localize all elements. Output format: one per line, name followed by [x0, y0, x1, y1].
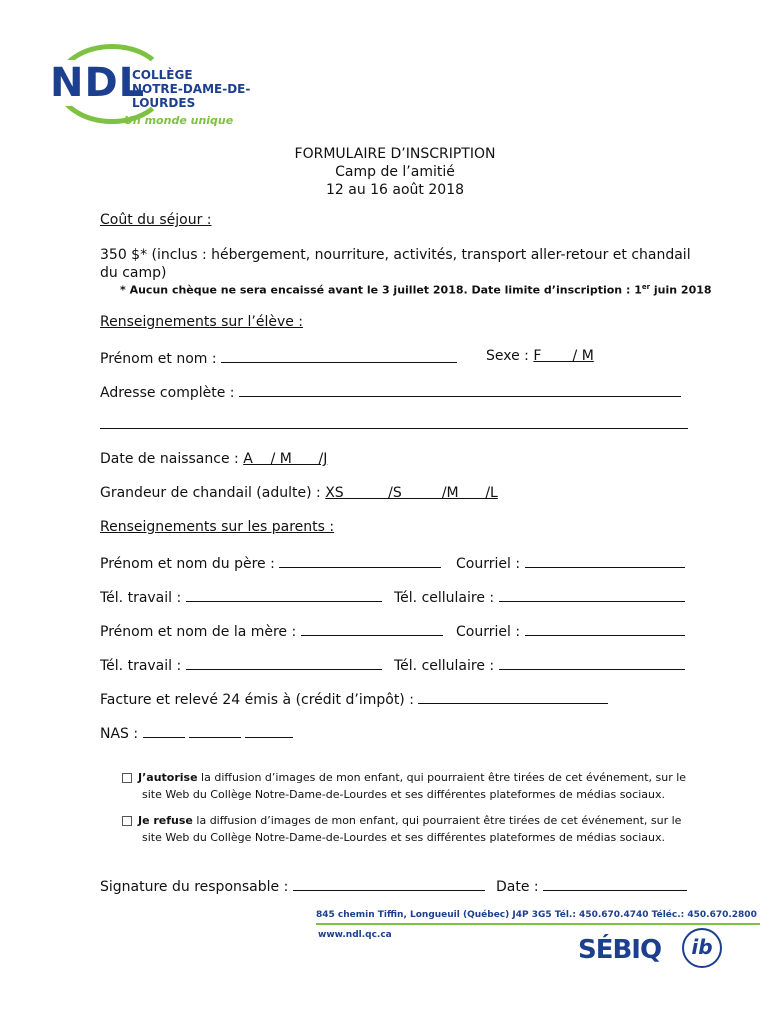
logo-ndl: NDL [50, 60, 146, 106]
mother-name-row: Prénom et nom de la mère : [100, 621, 443, 640]
father-name-field[interactable] [279, 553, 441, 568]
invoice-row: Facture et relevé 24 émis à (crédit d’impôt) : [100, 689, 608, 708]
accept-checkbox[interactable] [122, 773, 132, 783]
student-name-field[interactable] [221, 348, 457, 363]
logo-college-name: COLLÈGE NOTRE-DAME-DE-LOURDES [132, 68, 251, 110]
student-address-row: Adresse complète : [100, 382, 681, 401]
nas-field-2[interactable] [189, 723, 241, 738]
invoice-field[interactable] [418, 689, 608, 704]
mother-work-field[interactable] [186, 655, 382, 670]
consent-refuse: Je refuse la diffusion d’images de mon enfant, qui pourraient être tirées de cet événement, sur le site Web du Collège Notre-Dame-de-Lourdes et ses différentes plateformes de médias sociaux. [122, 812, 681, 846]
form-dates: 12 au 16 août 2018 [325, 182, 465, 198]
student-birth-row: Date de naissance : A / M /J [100, 451, 383, 467]
mother-email-field[interactable] [525, 621, 685, 636]
student-shirt-row: Grandeur de chandail (adulte) : XS /S /M /L [100, 485, 531, 501]
footer-divider [316, 923, 760, 925]
signature-date-row: Date : [496, 876, 687, 895]
sebiq-logo: SÉBIQ [578, 935, 662, 965]
student-name-row: Prénom et nom : [100, 348, 457, 367]
cost-heading: Coût du séjour : [100, 212, 212, 228]
father-work-field[interactable] [186, 587, 382, 602]
form-title: FORMULAIRE D’INSCRIPTION [294, 146, 496, 162]
signature-field[interactable] [293, 876, 485, 891]
father-cell-field[interactable] [499, 587, 685, 602]
form-subtitle: Camp de l’amitié [335, 164, 455, 180]
nas-row: NAS : [100, 723, 293, 742]
footer-url[interactable]: www.ndl.qc.ca [318, 930, 392, 940]
cost-text-2: du camp) [100, 265, 167, 281]
father-cell-row: Tél. cellulaire : [394, 587, 685, 606]
footer-address: 845 chemin Tiffin, Longueuil (Québec) J4P 3G5 Tél.: 450.670.4740 Téléc.: 450.670.2800 [316, 910, 757, 920]
ib-logo: ib [682, 928, 722, 968]
mother-cell-row: Tél. cellulaire : [394, 655, 685, 674]
student-address-field[interactable] [239, 382, 681, 397]
father-email-row: Courriel : [456, 553, 685, 572]
student-sex-row: Sexe : F / M [486, 348, 623, 364]
mother-work-row: Tél. travail : [100, 655, 382, 674]
nas-field-1[interactable] [143, 723, 185, 738]
refuse-checkbox[interactable] [122, 816, 132, 826]
signature-date-field[interactable] [543, 876, 687, 891]
mother-cell-field[interactable] [499, 655, 685, 670]
student-address-line-2[interactable] [100, 428, 688, 429]
mother-name-field[interactable] [301, 621, 443, 636]
parents-heading: Renseignements sur les parents : [100, 519, 335, 535]
consent-accept: J’autorise la diffusion d’images de mon enfant, qui pourraient être tirées de cet événement, sur le site Web du Collège Notre-Dame-de-Lourdes et ses différentes plateformes de médias sociaux. [122, 769, 686, 803]
father-work-row: Tél. travail : [100, 587, 382, 606]
college-logo [48, 44, 298, 134]
cost-note: * Aucun chèque ne sera encaissé avant le 3 juillet 2018. Date limite d’inscription : 1er juin 2018 [120, 283, 712, 297]
cost-text: 350 $* (inclus : hébergement, nourriture, activités, transport aller-retour et chandail [100, 247, 691, 263]
signature-row: Signature du responsable : [100, 876, 485, 895]
nas-field-3[interactable] [245, 723, 293, 738]
student-heading: Renseignements sur l’élève : [100, 314, 304, 330]
student-sex-field[interactable]: F / M [533, 348, 594, 364]
father-name-row: Prénom et nom du père : [100, 553, 441, 572]
mother-email-row: Courriel : [456, 621, 685, 640]
logo-tagline: Un monde unique [124, 114, 234, 127]
father-email-field[interactable] [525, 553, 685, 568]
student-birth-field[interactable]: A / M /J [243, 451, 328, 467]
student-shirt-field[interactable]: XS /S /M /L [325, 485, 498, 501]
